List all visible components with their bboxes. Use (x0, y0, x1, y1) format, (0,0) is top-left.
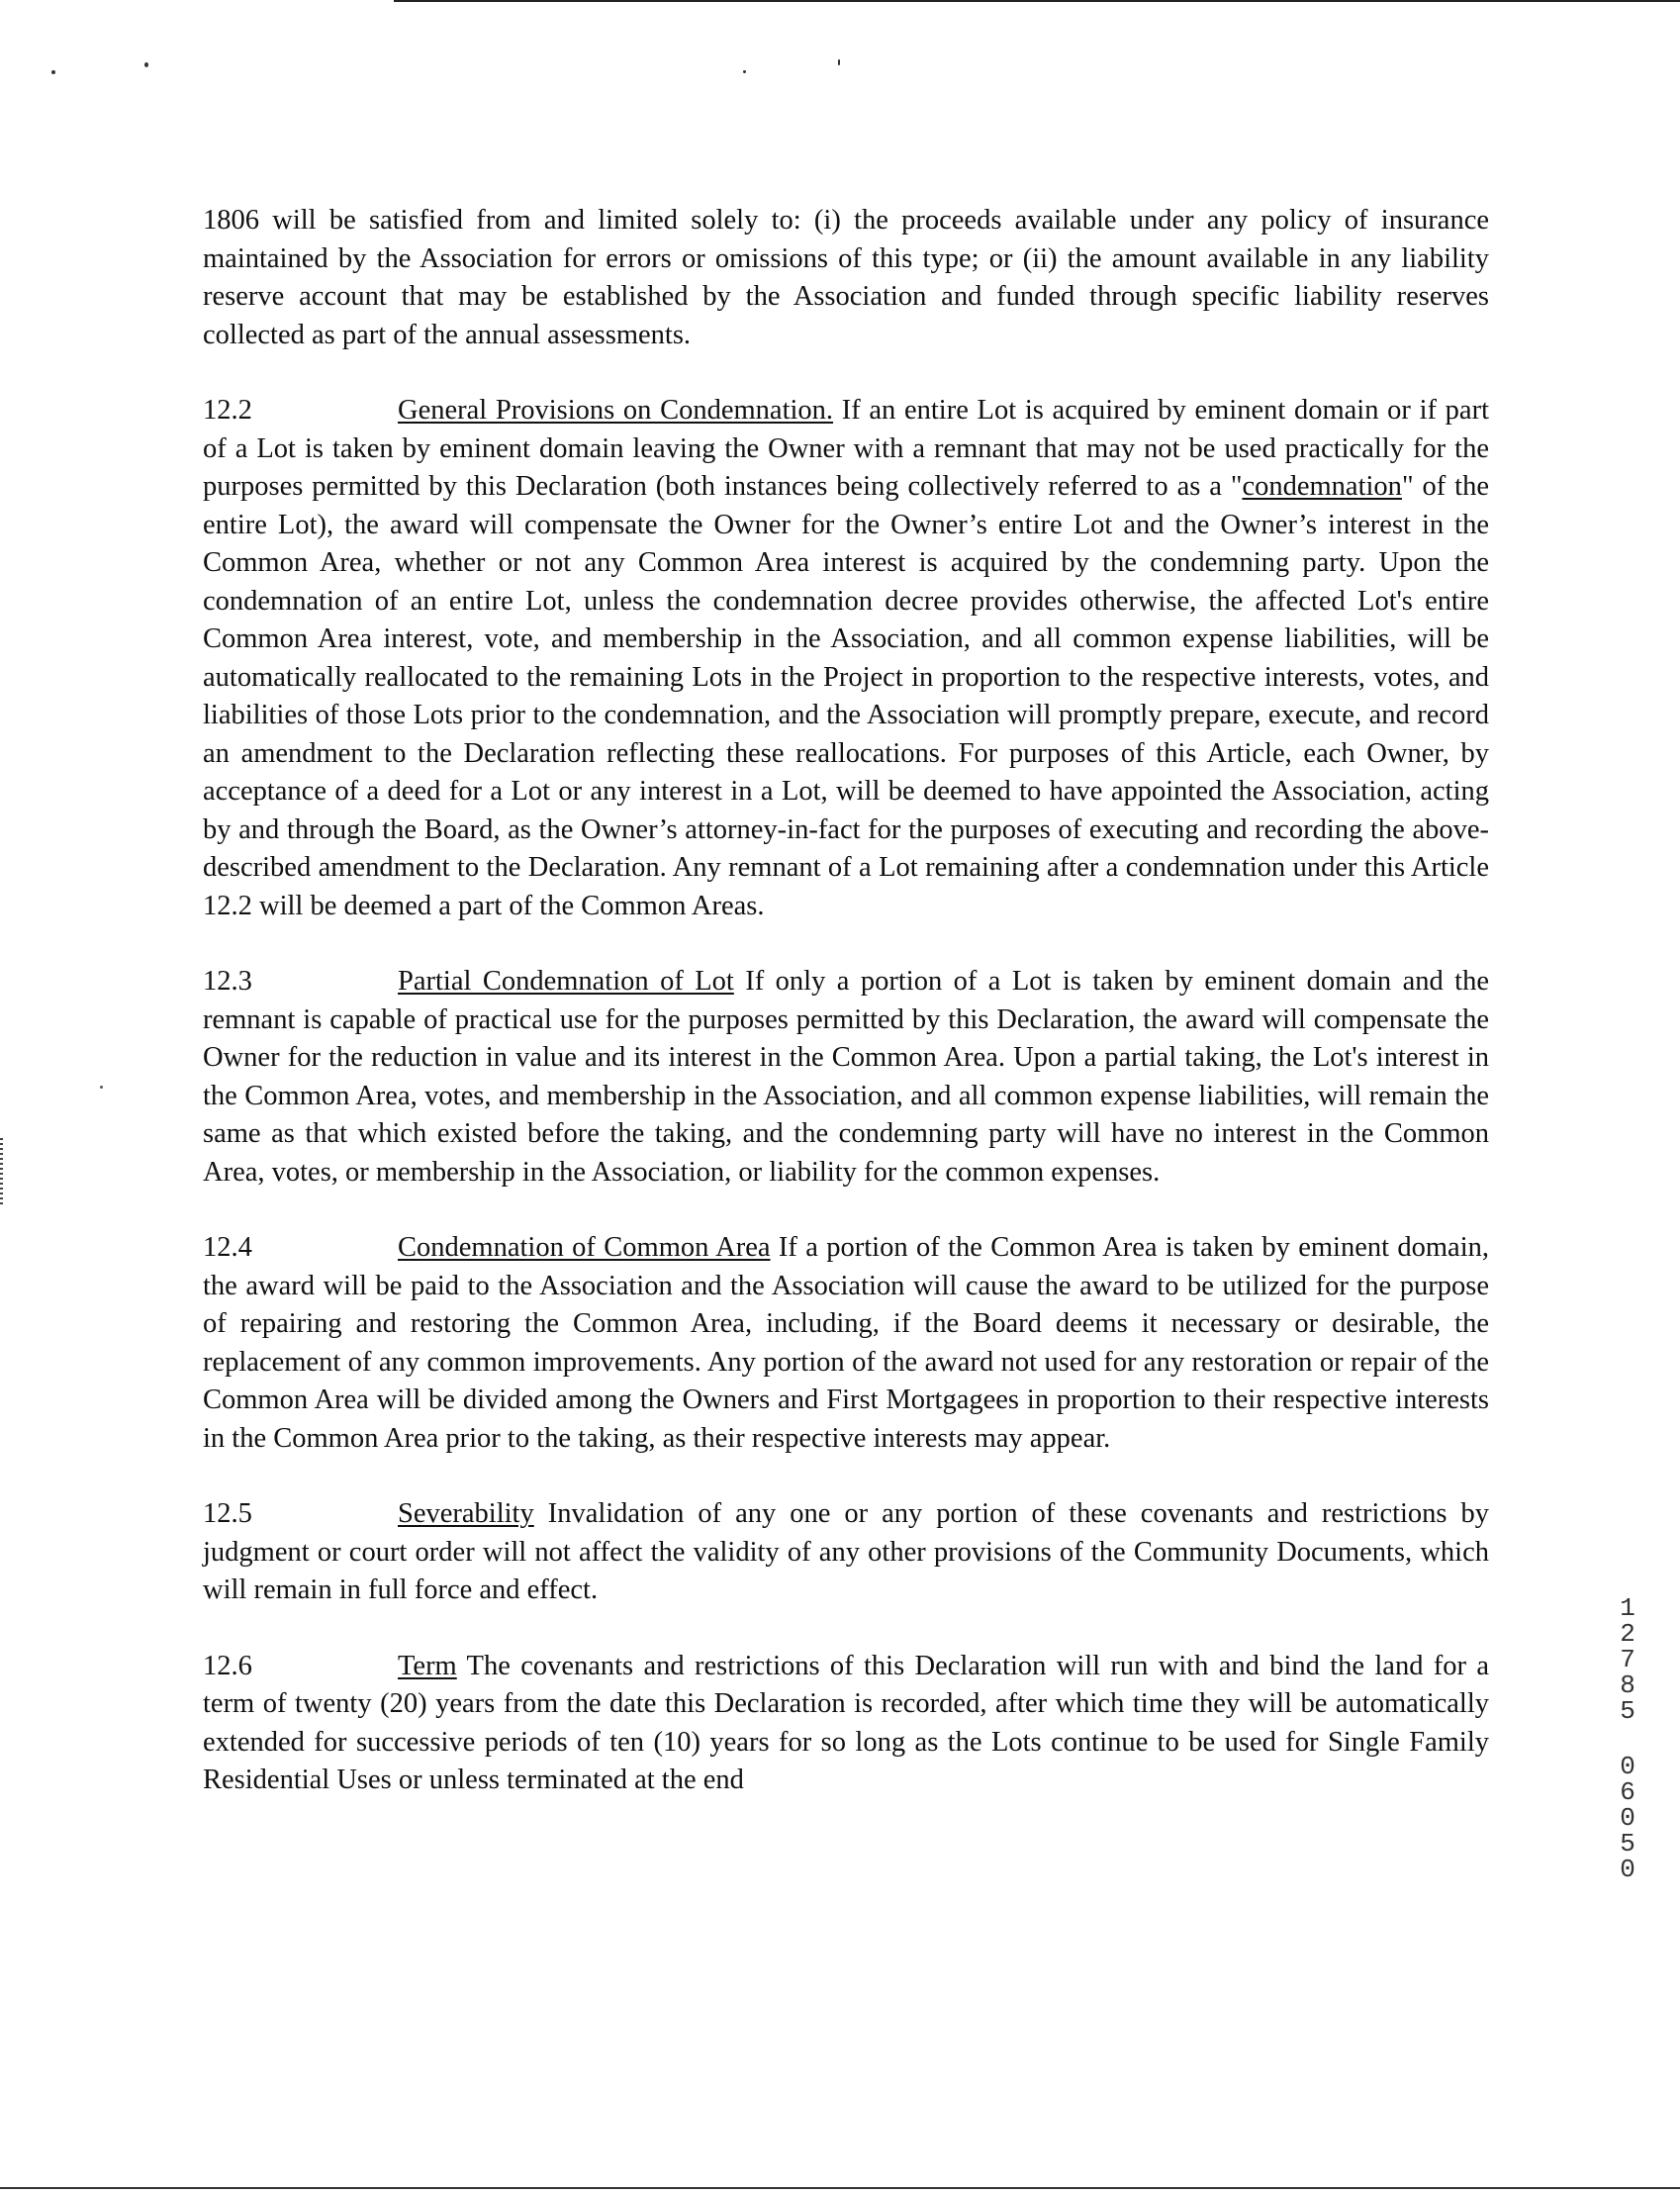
stamp-digit: 0 (1620, 1803, 1635, 1833)
section-heading: Severability (398, 1498, 534, 1529)
section-text: The covenants and restrictions of this Declaration will run with and bind the land for a term of twenty (20) years from the date this Declaration is recorded, after which time they will be automatically extended for successive periods of ten (10) years for so long as the Lots continue to be used for Single Family Residential Uses or unless terminated at the end (203, 1650, 1489, 1795)
continuation-paragraph: 1806 will be satisfied from and limited solely to: (i) the proceeds available under any policy of insurance maintained by the Association for errors or omissions of this type; or (ii) the amount available in any liability reserve account that may be established by the Association and funded through specific liability reserves collected as part of the annual assessments. (203, 205, 1489, 350)
section-number: 12.6 (203, 1650, 252, 1681)
stamp-digit: 5 (1620, 1829, 1635, 1859)
stamp-digit: 7 (1620, 1645, 1635, 1674)
section-number: 12.4 (203, 1232, 252, 1263)
stamp-digit: 2 (1620, 1619, 1635, 1649)
scan-speck (100, 1086, 103, 1089)
section-heading: Term (398, 1650, 457, 1681)
recording-stamp (1613, 1595, 1642, 1882)
scan-speck (51, 70, 55, 74)
stamp-digit: 0 (1620, 1855, 1635, 1884)
section-12-2 (203, 392, 1489, 925)
document-body (203, 202, 1489, 1800)
scan-left-edge (0, 1138, 3, 1207)
section-number: 12.5 (203, 1498, 252, 1529)
stamp-digit: 0 (1620, 1752, 1635, 1781)
section-12-4 (203, 1229, 1489, 1458)
recording-stamp-page (1620, 1754, 1635, 1882)
section-text: If a portion of the Common Area is taken by eminent domain, the award will be paid to the Association and the Association will cause the award to be utilized for the purpose of repairing and restoring the Common Area, including, if the Board deems it necessary or desirable, the replacement of any common improvements. Any portion of the award not used for any restoration or repair of the Common Area will be divided among the Owners and First Mortgagees in proportion to their respective interests in the Common Area prior to the taking, as their respective interests may appear. (203, 1232, 1489, 1454)
section-12-5 (203, 1495, 1489, 1610)
scan-speck (743, 70, 746, 73)
scan-bottom-border (0, 2187, 1680, 2189)
section-text: If only a portion of a Lot is taken by eminent domain and the remnant is capable of practical use for the purposes permitted by this Declaration, the award will compensate the Owner for the reduction in value and its interest in the Common Area. Upon a partial taking, the Lot's interest in the Common Area, votes, and membership in the Association, and all common expense liabilities, will remain the same as that which existed before the taking, and the condemning party will have no interest in the Common Area, votes, or membership in the Association, or liability for the common expenses. (203, 966, 1489, 1188)
scan-top-border (394, 0, 1680, 2)
section-12-3 (203, 963, 1489, 1192)
stamp-digit: 5 (1620, 1696, 1635, 1726)
scan-speck (838, 59, 840, 65)
scan-speck (144, 62, 148, 67)
section-heading: Condemnation of Common Area (398, 1232, 771, 1263)
stamp-digit: 8 (1620, 1670, 1635, 1700)
recording-stamp-book (1620, 1595, 1635, 1724)
section-text: Invalidation of any one or any portion of these covenants and restrictions by judgment or court order will not affect the validity of any other provisions of the Community Documents, which will remain in full force and effect. (203, 1498, 1489, 1605)
section-heading: General Provisions on Condemnation. (398, 395, 834, 426)
section-12-6 (203, 1648, 1489, 1800)
section-number: 12.3 (203, 966, 252, 997)
stamp-digit: 1 (1620, 1593, 1635, 1623)
section-heading: Partial Condemnation of Lot (398, 966, 734, 997)
section-text: " of the entire Lot), the award will compensate the Owner for the Owner’s entire Lot and the Owner’s interest in the Common Area, whether or not any Common Area interest is acquired by the condemning party. Upon the condemnation of an entire Lot, unless the condemnation decree provides otherwise, the affected Lot's entire Common Area interest, vote, and membership in the Association, and all common expense liabilities, will be automatically reallocated to the remaining Lots in the Project in proportion to the respective interests, votes, and liabilities of those Lots prior to the condemnation, and the Association will promptly prepare, execute, and record an amendment to the Declaration reflecting these reallocations. For purposes of this Article, each Owner, by acceptance of a deed for a Lot or any interest in a Lot, will be deemed to have appointed the Association, acting by and through the Board, as the Owner’s attorney-in-fact for the purposes of executing and recording the above-described amendment to the Declaration. Any remnant of a Lot remaining after a condemnation under this Article 12.2 will be deemed a part of the Common Areas. (203, 471, 1489, 921)
defined-term-condemnation: condemnation (1242, 471, 1402, 502)
section-number: 12.2 (203, 395, 252, 426)
section-text: If an entire Lot is acquired by eminent domain or if part of a Lot is taken by eminent domain leaving the Owner with a remnant that may not be used practically for the purposes permitted by this Declaration (both instances being collectively referred to as a " (203, 395, 1489, 502)
stamp-digit: 6 (1620, 1777, 1635, 1807)
